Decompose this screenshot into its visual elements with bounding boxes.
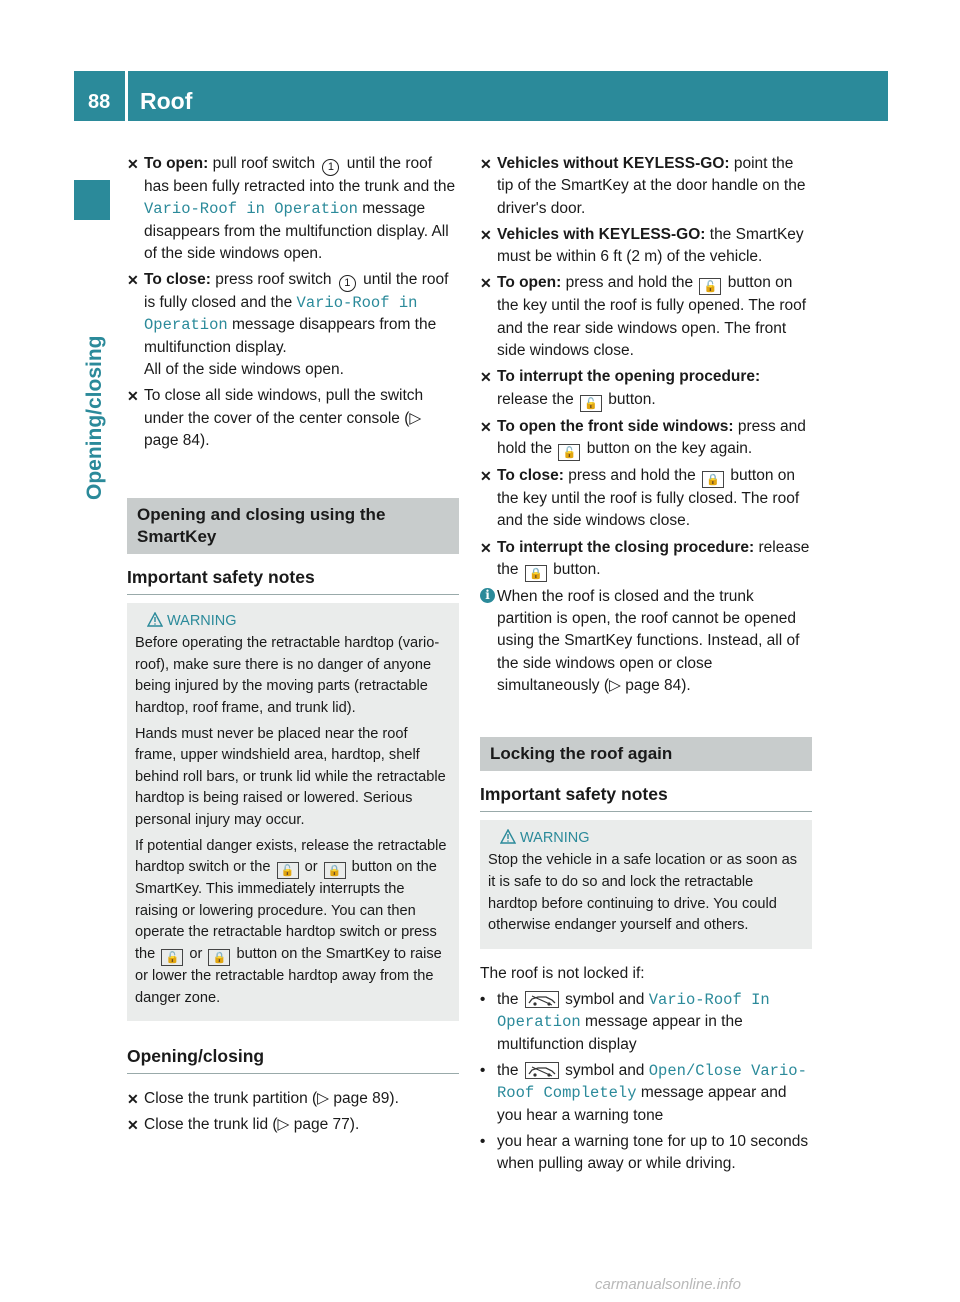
side-tab-marker xyxy=(74,180,110,220)
warning-paragraph: Stop the vehicle in a safe location or as soon as it is safe to do so and lock the retractable hardtop before continuing to drive. You could otherwise endanger yourself and others. xyxy=(488,852,798,934)
warning-paragraph: Before operating the retractable hardtop (vario-roof), make sure there is no danger of anyone being injured by the moving parts (retractable hardtop, roof frame, and trunk lid). xyxy=(135,635,440,717)
list-item: ✕ Close the trunk lid (▷ page 77). xyxy=(127,1114,459,1136)
switch-1-icon: 1 xyxy=(322,159,339,176)
page-header xyxy=(74,71,888,121)
subheading: Important safety notes xyxy=(127,566,459,595)
page-title: Roof xyxy=(140,88,193,114)
info-note: i When the roof is closed and the trunk partition is open, the roof cannot be opened using the SmartKey functions. Instead, all of the side windows open or close simultaneously (▷ page 84). xyxy=(480,586,812,697)
section-heading: Opening and closing using the SmartKey xyxy=(127,498,459,554)
unlock-icon: 🔓 xyxy=(558,444,580,461)
arrow-x-icon: ✕ xyxy=(127,1091,139,1108)
warning-triangle-icon xyxy=(147,612,163,627)
left-column xyxy=(127,153,459,1141)
bullet-icon: • xyxy=(480,1132,486,1150)
warning-box xyxy=(480,820,812,948)
arrow-x-icon: ✕ xyxy=(127,1117,139,1134)
info-icon: i xyxy=(480,588,495,603)
arrow-x-icon: ✕ xyxy=(127,156,139,172)
display-message: Vario-Roof in Operation xyxy=(144,200,358,219)
arrow-x-icon: ✕ xyxy=(480,369,492,386)
lock-icon: 🔒 xyxy=(324,862,346,879)
arrow-x-icon: ✕ xyxy=(480,418,492,435)
lock-icon: 🔒 xyxy=(525,565,547,582)
list-item: ✕ To open: pull roof switch 1 until the roof has been fully retracted into the trunk and the Vario-Roof in Operation message disappears from the multifunction display. All of the side windows open. xyxy=(127,155,456,262)
switch-1-icon: 1 xyxy=(339,275,356,292)
list-item: • you hear a warning tone for up to 10 seconds when pulling away or while driving. xyxy=(480,1132,809,1173)
display-message: Vario-Roof in Operation xyxy=(144,294,418,335)
subheading: Important safety notes xyxy=(480,783,812,812)
roof-car-icon xyxy=(525,991,559,1008)
arrow-x-icon: ✕ xyxy=(127,388,139,405)
arrow-x-icon: ✕ xyxy=(127,272,139,289)
list-item: ✕ Close the trunk partition (▷ page 89). xyxy=(127,1088,459,1110)
roof-car-icon xyxy=(525,1062,559,1079)
bullet-icon: • xyxy=(480,991,486,1009)
list-item: • the symbol and Open/Close Vario-Roof Completely message appear and you hear a warning tone xyxy=(480,1061,807,1124)
list-item: ✕ To close: press and hold the 🔒 button on the key until the roof is fully closed. The roof and the side windows close. xyxy=(480,466,800,530)
arrow-x-icon: ✕ xyxy=(480,467,492,484)
list-item: ✕ Vehicles without KEYLESS-GO: point the tip of the SmartKey at the door handle on the driver's door. xyxy=(480,155,806,217)
warning-box xyxy=(127,603,459,1021)
list-item: ✕ To close: press roof switch 1 until the roof is fully closed and the Vario-Roof in Operation message disappears from the multifunction display. All of the side windows open. xyxy=(127,271,449,379)
section-heading: Locking the roof again xyxy=(480,737,812,771)
unlock-icon: 🔓 xyxy=(161,949,183,966)
warning-triangle-icon xyxy=(500,829,516,844)
arrow-x-icon: ✕ xyxy=(480,275,492,292)
header-divider xyxy=(125,71,128,121)
unlock-icon: 🔓 xyxy=(699,278,721,295)
arrow-x-icon: ✕ xyxy=(480,156,492,172)
list-item: ✕ To interrupt the opening procedure: release the 🔓 button. xyxy=(480,368,761,410)
side-tab-title: Opening/closing xyxy=(83,335,106,500)
lock-icon: 🔒 xyxy=(208,949,230,966)
right-column xyxy=(480,153,812,1179)
list-item: ✕ To open the front side windows: press and hold the 🔓 button on the key again. xyxy=(480,417,806,459)
display-message: Vario-Roof In Operation xyxy=(497,991,770,1032)
list-item: ✕ To open: press and hold the 🔓 button on the key until the roof is fully opened. The roof and the rear side windows open. The front side windows close. xyxy=(480,274,807,360)
unlock-icon: 🔓 xyxy=(580,395,602,412)
list-item: ✕ Vehicles with KEYLESS-GO: the SmartKey must be within 6 ft (2 m) of the vehicle. xyxy=(480,225,804,266)
warning-heading: WARNING xyxy=(488,828,804,850)
lock-icon: 🔒 xyxy=(702,471,724,488)
unlock-icon: 🔓 xyxy=(277,862,299,879)
list-item: ✕ To close all side windows, pull the switch under the cover of the center console (▷ page 84). xyxy=(127,387,424,449)
watermark: carmanualsonline.info xyxy=(595,1276,741,1293)
list-item: • the symbol and Vario-Roof In Operation message appear in the multifunction display xyxy=(480,991,770,1053)
display-message: Open/Close Vario-Roof Completely xyxy=(497,1061,807,1103)
list-item: ✕ To interrupt the closing procedure: release the 🔒 button. xyxy=(480,538,810,580)
warning-paragraph: Hands must never be placed near the roof frame, upper windshield area, hardtop, shelf behind roll bars, or trunk lid while the retractable hardtop is being raised or lowered. Serious personal injury may occur. xyxy=(135,725,446,829)
warning-heading: WARNING xyxy=(135,611,451,633)
paragraph: The roof is not locked if: xyxy=(480,964,645,982)
warning-paragraph: If potential danger exists, release the retractable hardtop switch or the 🔓 or 🔒 button on the SmartKey. This immediately interrupts the raising or lowering procedure. You can then operate the retractable hardtop switch or press the 🔓 or 🔒 button on the SmartKey to raise or lower the retractable hardtop away from the danger zone. xyxy=(135,837,447,1006)
bullet-icon: • xyxy=(480,1061,486,1079)
subheading: Opening/closing xyxy=(127,1045,459,1074)
page-number: 88 xyxy=(88,91,111,113)
arrow-x-icon: ✕ xyxy=(480,539,492,556)
arrow-x-icon: ✕ xyxy=(480,226,492,243)
